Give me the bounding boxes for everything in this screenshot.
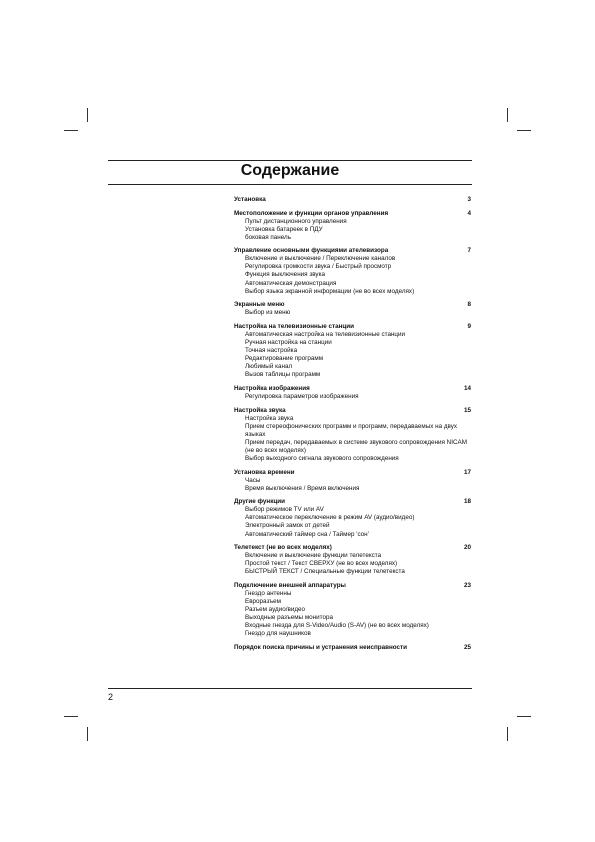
toc-subitem: Выбор языка экранной информации (не во всех моделях)	[245, 287, 415, 295]
page-title: Содержание	[240, 162, 340, 179]
toc-subitem: Любимый канал	[245, 363, 293, 371]
toc-subitem: Автоматическая демонстрация	[245, 279, 337, 287]
toc-section	[234, 196, 471, 204]
toc-section	[234, 247, 471, 295]
toc-subitem: Вызов таблицы программ	[245, 371, 321, 379]
toc-subitem: Настройка звука	[245, 414, 294, 422]
toc-section	[234, 407, 471, 464]
toc-subitems	[234, 552, 471, 576]
toc-subitem: Выбор выходного сигнала звукового сопровождения	[245, 454, 399, 462]
toc-subitem: Время выключения / Время включения	[245, 484, 360, 492]
toc-subitem: Регулировка громкости звука / Быстрый просмотр	[245, 263, 392, 271]
toc-heading-row	[234, 385, 471, 393]
toc-subitem: Прием стереофонических программ и программ, передаваемых на двух языках	[245, 422, 458, 438]
toc-subitem: Автоматический таймер сна / Таймер 'сон'	[245, 530, 369, 538]
toc-page-number: 4	[467, 209, 471, 217]
toc-section	[234, 301, 471, 317]
crop-mark	[517, 716, 531, 717]
toc-page-number: 9	[467, 322, 471, 330]
toc-subitem: Редактирование программ	[245, 355, 324, 363]
toc-heading-row	[234, 210, 471, 218]
toc-subitem: Гнездо антенны	[245, 589, 292, 597]
crop-mark	[507, 108, 508, 122]
toc-subitem: Точная настройка	[245, 347, 298, 355]
toc-heading: Управление основными функциями ателевизора	[234, 247, 389, 255]
crop-mark	[64, 716, 78, 717]
toc-subitem: БЫСТРЫЙ ТЕКСТ / Специальные функции телетекста	[245, 568, 405, 576]
toc-subitem: Регулировка параметров изображения	[245, 392, 359, 400]
crop-mark	[517, 130, 531, 131]
toc-section	[234, 469, 471, 493]
toc-heading: Местоположение и функции органов управления	[234, 209, 389, 217]
toc-subitem: Выходные разъемы монитора	[245, 614, 333, 622]
toc-subitem: Разъем аудио/видео	[245, 606, 306, 614]
toc-heading-row	[234, 247, 471, 255]
toc-section	[234, 323, 471, 380]
toc-subitem: Часы	[245, 476, 261, 484]
toc-subitems	[234, 590, 471, 639]
toc-heading: Другие функции	[234, 498, 285, 506]
toc-subitems	[234, 506, 471, 538]
toc-page-number: 7	[467, 247, 471, 255]
toc-subitem: боковая панель	[245, 233, 292, 241]
table-of-contents	[234, 196, 471, 657]
toc-section	[234, 544, 471, 576]
toc-heading: Порядок поиска причины и устранения неисправности	[234, 643, 407, 651]
page-number: 2	[108, 692, 114, 702]
toc-heading-row	[234, 407, 471, 415]
toc-subitem: Включение и выключение функции телетекста	[245, 552, 382, 560]
crop-mark	[87, 108, 88, 122]
toc-subitem: Автоматическое переключение в режим AV (аудио/видео)	[245, 514, 415, 522]
toc-heading-row	[234, 323, 471, 331]
toc-subitems	[234, 477, 471, 493]
toc-subitem: Функция выключения звука	[245, 271, 325, 279]
toc-subitem: Простой текст / Текст СВЕРХУ (не во всех моделях)	[245, 560, 398, 568]
toc-section	[234, 582, 471, 639]
title-rule	[108, 184, 472, 185]
toc-section	[234, 210, 471, 242]
toc-heading-row	[234, 544, 471, 552]
crop-mark	[507, 727, 508, 741]
toc-section	[234, 644, 471, 652]
toc-subitem: Включение и выключение / Переключение каналов	[245, 255, 396, 263]
toc-section	[234, 385, 471, 401]
top-rule	[108, 160, 472, 161]
toc-subitem: Евроразъем	[245, 598, 281, 605]
toc-subitem: Установка батареек в ПДУ	[245, 225, 323, 233]
toc-heading-row	[234, 644, 471, 652]
toc-page-number: 23	[463, 581, 471, 589]
toc-heading-row	[234, 582, 471, 590]
toc-page-number: 17	[463, 468, 471, 476]
toc-heading-row	[234, 196, 471, 204]
toc-heading: Настройка на телевизионные станции	[234, 322, 354, 330]
toc-heading: Настройка звука	[234, 406, 286, 414]
toc-heading: Установка времени	[234, 468, 295, 476]
toc-subitems	[234, 331, 471, 380]
toc-subitem: Прием передач, передаваемых в системе звукового сопровождения NICAM (не во всех моделях)	[245, 438, 467, 454]
toc-page-number: 20	[463, 544, 471, 552]
toc-subitem: Ручная настройка на станции	[245, 338, 332, 346]
toc-subitem: Электронный замок от детей	[245, 522, 330, 530]
toc-subitems	[234, 393, 471, 401]
toc-page-number: 14	[463, 384, 471, 392]
toc-subitem: Выбор режимов TV или AV	[245, 506, 324, 514]
toc-heading-row	[234, 469, 471, 477]
toc-page-number: 15	[463, 406, 471, 414]
toc-subitem: Выбор из меню	[245, 309, 291, 317]
bottom-rule	[108, 688, 472, 689]
toc-page-number: 8	[467, 301, 471, 309]
toc-heading: Телетекст (не во всех моделях)	[234, 544, 332, 552]
toc-subitems	[234, 218, 471, 242]
toc-subitem: Входные гнезда для S-Video/Audio (S-AV) (не во всех моделях)	[245, 622, 429, 630]
crop-mark	[87, 727, 88, 741]
toc-page-number: 3	[467, 196, 471, 203]
crop-mark	[64, 130, 78, 131]
toc-page-number: 18	[463, 498, 471, 506]
toc-page-number: 25	[463, 643, 471, 651]
toc-subitem: Автоматическая настройка на телевизионные станции	[245, 330, 406, 338]
toc-subitems	[234, 255, 471, 295]
toc-heading: Установка	[234, 196, 266, 203]
toc-subitems	[234, 309, 471, 317]
toc-subitems	[234, 415, 471, 464]
toc-section	[234, 498, 471, 538]
toc-heading: Настройка изображения	[234, 384, 310, 392]
toc-subitem: Пульт дистанционного управления	[245, 217, 347, 225]
toc-subitem: Гнездо для наушников	[245, 630, 311, 638]
toc-heading: Подключение внешней аппаратуры	[234, 581, 346, 589]
toc-heading: Экранные меню	[234, 301, 285, 309]
